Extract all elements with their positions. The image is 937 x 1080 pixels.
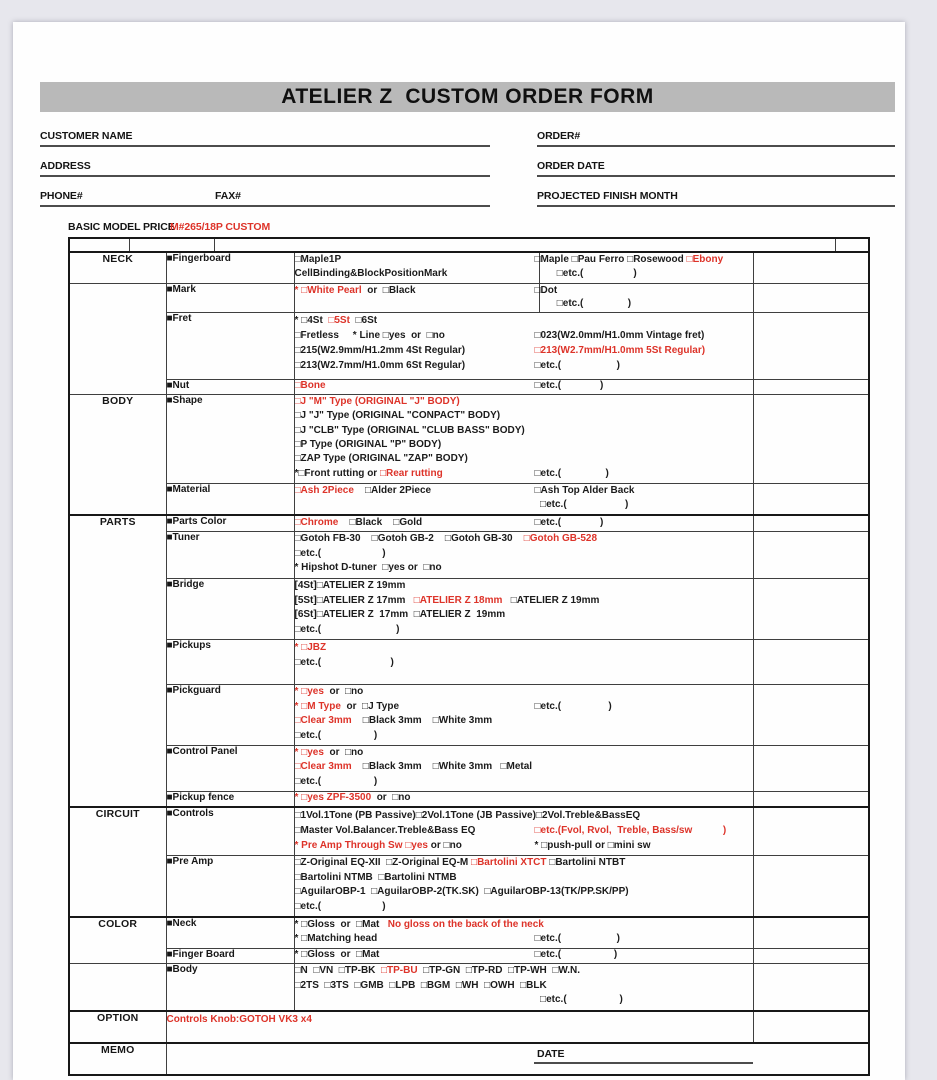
option-text: * □yes ZPF-3500	[294, 792, 372, 803]
address-label: ADDRESS	[40, 160, 91, 172]
option-line-right	[535, 380, 604, 392]
notes-cell	[753, 1011, 869, 1043]
option-text: □etc.( )	[534, 298, 632, 309]
option-text: □J "M" Type (ORIGINAL "J" BODY)	[294, 396, 460, 407]
option-line	[295, 313, 753, 328]
table-row	[69, 380, 869, 395]
option-text: or □no	[323, 747, 364, 758]
options-cell	[294, 856, 753, 918]
option-line-right	[535, 838, 651, 853]
table-row	[69, 949, 869, 964]
table-row	[69, 252, 869, 284]
option-text: □Black □Gold	[338, 517, 423, 528]
option-line	[295, 452, 753, 466]
option-line	[295, 775, 753, 789]
option-text: □Ebony	[686, 254, 724, 265]
option-text: □etc.( )	[294, 547, 386, 559]
table-row	[69, 313, 869, 380]
notes-cell	[753, 746, 869, 792]
option-text: □etc.( )	[534, 517, 604, 528]
option-text: □etc.( )	[294, 775, 378, 787]
option-text: * □yes	[294, 686, 324, 697]
option-text: □Black 3mm □White 3mm	[351, 715, 493, 726]
option-text: □etc.( )	[294, 729, 378, 741]
option-line	[295, 380, 753, 392]
notes-cell	[753, 284, 869, 313]
options-cell	[294, 964, 753, 1012]
item-cell: ■Material	[166, 484, 294, 516]
option-line	[295, 561, 753, 576]
item-cell: ■Fingerboard	[166, 252, 294, 284]
notes-cell	[753, 949, 869, 964]
notes-cell	[753, 685, 869, 746]
option-text: [4St]□ATELIER Z 19mm	[294, 580, 406, 591]
customer-name-line	[40, 145, 490, 147]
option-text: □ZAP Type (ORIGINAL "ZAP" BODY)	[294, 453, 468, 465]
option-text: □etc.( )	[534, 467, 609, 479]
order-table	[68, 237, 870, 1076]
option-text: □Gotoh GB-528	[523, 533, 598, 544]
option-text: □023(W2.0mm/H1.0mm Vintage fret)	[534, 330, 705, 341]
table-row	[69, 484, 869, 516]
option-line	[295, 284, 753, 297]
option-line	[295, 623, 753, 638]
basic-model-price-value: M#265/18P CUSTOM	[170, 221, 271, 233]
options-cell	[294, 380, 753, 395]
option-text: □ATELIER Z 19mm	[502, 594, 600, 606]
item-cell: ■Pickups	[166, 640, 294, 685]
options-cell	[294, 579, 753, 640]
options-cell	[294, 395, 753, 484]
item-cell: ■Nut	[166, 380, 294, 395]
item-cell: ■Finger Board	[166, 949, 294, 964]
option-text: or □no	[371, 792, 411, 803]
option-text: □Bartolini XTCT	[471, 857, 547, 868]
order-date-line	[537, 175, 895, 177]
section-cell-memo: MEMO	[69, 1043, 166, 1075]
notes-cell	[753, 484, 869, 516]
option-text: * □Gloss or □Mat	[294, 949, 380, 960]
option-text: or □no	[323, 686, 364, 697]
option-line	[295, 547, 753, 562]
option-line	[167, 1012, 753, 1027]
notes-cell	[753, 515, 869, 532]
table-row	[69, 579, 869, 640]
option-text: * Pre Amp Through Sw □yes	[294, 840, 428, 851]
option-text: □Ash 2Piece	[294, 485, 354, 496]
option-line	[295, 729, 753, 744]
option-text: □Bartolini NTBT	[546, 857, 626, 868]
item-cell: ■Tuner	[166, 532, 294, 579]
table-row	[69, 515, 869, 532]
option-text: □etc.( )	[534, 499, 629, 510]
option-text: □ATELIER Z 18mm	[413, 594, 503, 606]
option-line-right	[535, 484, 635, 498]
item-cell: ■Fret	[166, 313, 294, 380]
date-line	[534, 1062, 753, 1064]
option-line	[295, 253, 753, 267]
section-cell-color: COLOR	[69, 917, 166, 964]
table-row	[69, 532, 869, 579]
option-text: No gloss on the back of the neck	[387, 919, 544, 930]
option-text: □Alder 2Piece	[353, 485, 432, 496]
option-line	[295, 871, 753, 886]
option-text: □J "J" Type (ORIGINAL "CONPACT" BODY)	[294, 410, 501, 422]
option-text: * □4St	[294, 315, 329, 326]
option-text: □Clear 3mm	[294, 761, 352, 773]
item-cell: ■Pre Amp	[166, 856, 294, 918]
option-text: □Ash Top Alder Back	[534, 485, 635, 496]
options-cell	[294, 640, 753, 685]
notes-cell	[753, 964, 869, 1012]
table-row	[69, 238, 869, 252]
option-text: □Maple1P	[294, 254, 342, 265]
projected-finish-month-label: PROJECTED FINISH MONTH	[537, 190, 678, 202]
option-text: □2TS □3TS □GMB □LPB □BGM □WH □OWH □BLK	[294, 979, 547, 991]
option-text: □P Type (ORIGINAL "P" BODY)	[294, 438, 442, 450]
option-text: or □J Type	[340, 700, 400, 712]
option-text: □Black 3mm □White 3mm □Metal	[351, 761, 533, 773]
option-line-right	[535, 932, 621, 946]
option-text: □Maple □Pau Ferro □Rosewood	[534, 254, 687, 265]
option-line-right	[535, 516, 604, 529]
option-line-right	[535, 297, 632, 310]
options-cell	[294, 532, 753, 579]
option-content-cell	[166, 1011, 753, 1043]
option-line	[295, 608, 753, 623]
option-text: * □push-pull or □mini sw	[534, 840, 651, 851]
option-line-right	[535, 823, 727, 838]
option-line	[295, 979, 753, 994]
option-line-right	[535, 700, 612, 715]
option-line-right	[535, 993, 623, 1008]
options-cell	[294, 484, 753, 516]
section-cell-empty	[69, 284, 166, 395]
item-cell: ■Neck	[166, 917, 294, 949]
option-line	[295, 838, 753, 853]
option-line	[295, 949, 753, 961]
option-text: * □White Pearl	[294, 285, 362, 296]
option-line-right	[535, 949, 618, 961]
section-cell-circuit: CIRCUIT	[69, 807, 166, 917]
option-line	[295, 484, 753, 498]
option-line	[295, 932, 753, 946]
item-cell: ■Control Panel	[166, 746, 294, 792]
option-text: CellBinding&BlockPositionMark	[294, 268, 448, 279]
option-line	[295, 640, 753, 655]
option-text: * □JBZ	[294, 642, 327, 653]
option-line	[295, 808, 753, 823]
option-text: □etc.( )	[534, 994, 623, 1006]
option-text: □5St	[328, 315, 350, 326]
table-row	[69, 640, 869, 685]
option-text: □etc.(Fvol, Rvol, Treble, Bass/sw )	[534, 825, 727, 836]
item-cell: ■Controls	[166, 807, 294, 856]
table-row	[69, 1043, 869, 1075]
option-text: □Bone	[294, 380, 326, 391]
section-cell-body: BODY	[69, 395, 166, 516]
table-row	[69, 1011, 869, 1043]
options-cell	[294, 515, 753, 532]
option-text: Controls Knob:GOTOH VK3 x4	[166, 1014, 312, 1025]
table-row	[69, 792, 869, 808]
option-line	[295, 823, 753, 838]
item-cell: ■Mark	[166, 284, 294, 313]
option-line	[295, 516, 753, 529]
option-line	[295, 993, 753, 1008]
options-cell	[294, 792, 753, 808]
option-line	[295, 792, 753, 804]
option-text: □etc.( )	[534, 933, 620, 944]
option-line	[295, 328, 753, 343]
table-row	[69, 917, 869, 949]
notes-cell	[753, 807, 869, 856]
notes-cell	[753, 532, 869, 579]
table-row	[69, 856, 869, 918]
option-line-right	[535, 284, 558, 297]
option-text: □Chrome	[294, 517, 339, 528]
option-line	[295, 395, 753, 409]
option-text: *□Front rutting or	[294, 467, 380, 479]
option-line	[295, 700, 753, 715]
notes-cell	[753, 252, 869, 284]
options-cell	[294, 685, 753, 746]
option-text: □Z-Original EQ-XII □Z-Original EQ-M	[294, 857, 472, 868]
option-text: □215(W2.9mm/H1.2mm 4St Regular)	[294, 345, 466, 356]
option-line	[295, 358, 753, 373]
option-text: □Master Vol.Balancer.Treble&Bass EQ	[294, 825, 476, 836]
option-text: [5St]□ATELIER Z 17mm	[294, 594, 414, 606]
table-row	[69, 284, 869, 313]
option-text: □etc.( )	[534, 380, 604, 391]
item-cell: ■Body	[166, 964, 294, 1012]
notes-cell	[753, 640, 869, 685]
option-line	[295, 655, 753, 670]
options-cell	[294, 313, 753, 380]
options-cell	[294, 949, 753, 964]
order-no-line	[537, 145, 895, 147]
paper-sheet	[13, 22, 905, 1080]
notes-cell	[753, 917, 869, 949]
option-line-right	[535, 267, 637, 281]
option-line	[295, 885, 753, 900]
options-cell	[294, 917, 753, 949]
option-text: □etc.( )	[294, 900, 386, 912]
table-row	[69, 964, 869, 1012]
option-line	[295, 409, 753, 423]
title-bar	[40, 82, 895, 112]
option-line	[295, 579, 753, 594]
order-date-label: ORDER DATE	[537, 160, 605, 172]
customer-name-label: CUSTOMER NAME	[40, 130, 133, 142]
option-line-right	[535, 358, 621, 373]
phone-label: PHONE#	[40, 190, 83, 202]
option-text: □AguilarOBP-1 □AguilarOBP-2(TK.SK) □AguilarOBP-13(TK/PP.SK/PP)	[294, 886, 629, 897]
item-cell: ■Pickup fence	[166, 792, 294, 808]
date-label: DATE	[537, 1048, 565, 1060]
option-line-right	[535, 467, 609, 481]
page-title: ATELIER Z CUSTOM ORDER FORM	[281, 85, 654, 108]
option-text: * □yes	[294, 747, 324, 758]
option-text: □213(W2.7mm/H1.0mm 6St Regular)	[294, 360, 466, 371]
option-line	[295, 760, 753, 774]
notes-cell	[753, 579, 869, 640]
option-text: □Bartolini NTMB □Bartolini NTMB	[294, 871, 457, 883]
notes-cell	[753, 395, 869, 484]
phone-fax-line	[40, 205, 490, 207]
option-line	[295, 532, 753, 547]
notes-cell	[753, 380, 869, 395]
options-cell	[294, 746, 753, 792]
option-line	[295, 856, 753, 871]
notes-cell	[753, 792, 869, 808]
option-text: □6St	[349, 315, 378, 326]
option-line-right	[535, 498, 629, 512]
notes-cell	[753, 313, 869, 380]
section-cell-neck: NECK	[69, 252, 166, 284]
options-cell	[294, 284, 753, 313]
notes-cell	[753, 856, 869, 918]
option-text: □TP-BU	[380, 965, 418, 976]
option-text: * □Gloss or □Mat	[294, 919, 388, 930]
option-text: □J "CLB" Type (ORIGINAL "CLUB BASS" BODY)	[294, 424, 525, 436]
option-text: * □Matching head	[294, 933, 378, 944]
option-text: □etc.( )	[534, 268, 637, 279]
option-text: □etc.( )	[534, 700, 612, 712]
option-line	[295, 498, 753, 512]
option-text: □1Vol.1Tone (PB Passive)□2Vol.1Tone (JB Passive)□2Vol.Treble&BassEQ	[294, 810, 641, 821]
options-cell	[294, 807, 753, 856]
option-line	[295, 746, 753, 760]
table-row	[69, 395, 869, 484]
projected-finish-month-line	[537, 205, 895, 207]
option-text: □etc.( )	[534, 949, 618, 960]
option-line	[295, 594, 753, 609]
table-row	[69, 746, 869, 792]
table-row	[69, 685, 869, 746]
option-line	[295, 918, 753, 932]
thin-row-divider	[129, 239, 130, 251]
option-line	[295, 267, 753, 281]
option-text: □etc.( )	[294, 623, 400, 635]
option-line	[295, 900, 753, 915]
option-line	[295, 685, 753, 700]
option-line-right	[535, 253, 724, 267]
table-row	[69, 807, 869, 856]
option-line	[295, 714, 753, 729]
item-cell: ■Bridge	[166, 579, 294, 640]
option-text: or □Black	[361, 285, 416, 296]
item-cell: ■Parts Color	[166, 515, 294, 532]
option-text: □TP-GN □TP-RD □TP-WH □W.N.	[417, 965, 581, 976]
option-line	[295, 964, 753, 979]
options-cell	[294, 252, 753, 284]
item-cell: ■Pickguard	[166, 685, 294, 746]
option-text: or □no	[427, 840, 462, 851]
option-text: * Hipshot D-tuner □yes or □no	[294, 562, 442, 574]
thin-row-divider	[214, 239, 215, 251]
option-text: □Fretless * Line □yes or □no	[294, 330, 445, 341]
option-text: □N □VN □TP-BK	[294, 965, 381, 976]
address-line	[40, 175, 490, 177]
option-line	[295, 343, 753, 358]
option-text: □etc.( )	[294, 657, 394, 668]
option-text: □213(W2.7mm/H1.0mm 5St Regular)	[534, 345, 706, 356]
section-cell-parts: PARTS	[69, 515, 166, 807]
option-line-right	[535, 343, 706, 358]
memo-cell	[166, 1043, 869, 1075]
section-cell-empty	[69, 964, 166, 1012]
fax-label: FAX#	[215, 190, 241, 202]
option-text: * □M Type	[294, 700, 341, 712]
basic-model-price-label: BASIC MODEL PRICE	[68, 221, 175, 233]
option-line	[295, 438, 753, 452]
thin-header-cell	[69, 238, 869, 252]
option-line	[295, 467, 753, 481]
section-cell-option: OPTION	[69, 1011, 166, 1043]
option-line-right	[535, 328, 705, 343]
option-text: [6St]□ATELIER Z 17mm □ATELIER Z 19mm	[294, 609, 506, 620]
option-text: □etc.( )	[534, 360, 620, 371]
thin-row-divider	[835, 239, 836, 251]
item-cell: ■Shape	[166, 395, 294, 484]
option-line	[295, 424, 753, 438]
option-line	[295, 297, 753, 310]
option-text: □Gotoh FB-30 □Gotoh GB-2 □Gotoh GB-30	[294, 533, 524, 544]
option-text: □Dot	[534, 285, 558, 296]
option-text: □Rear rutting	[379, 467, 443, 479]
option-text: □Clear 3mm	[294, 715, 352, 726]
order-no-label: ORDER#	[537, 130, 581, 142]
